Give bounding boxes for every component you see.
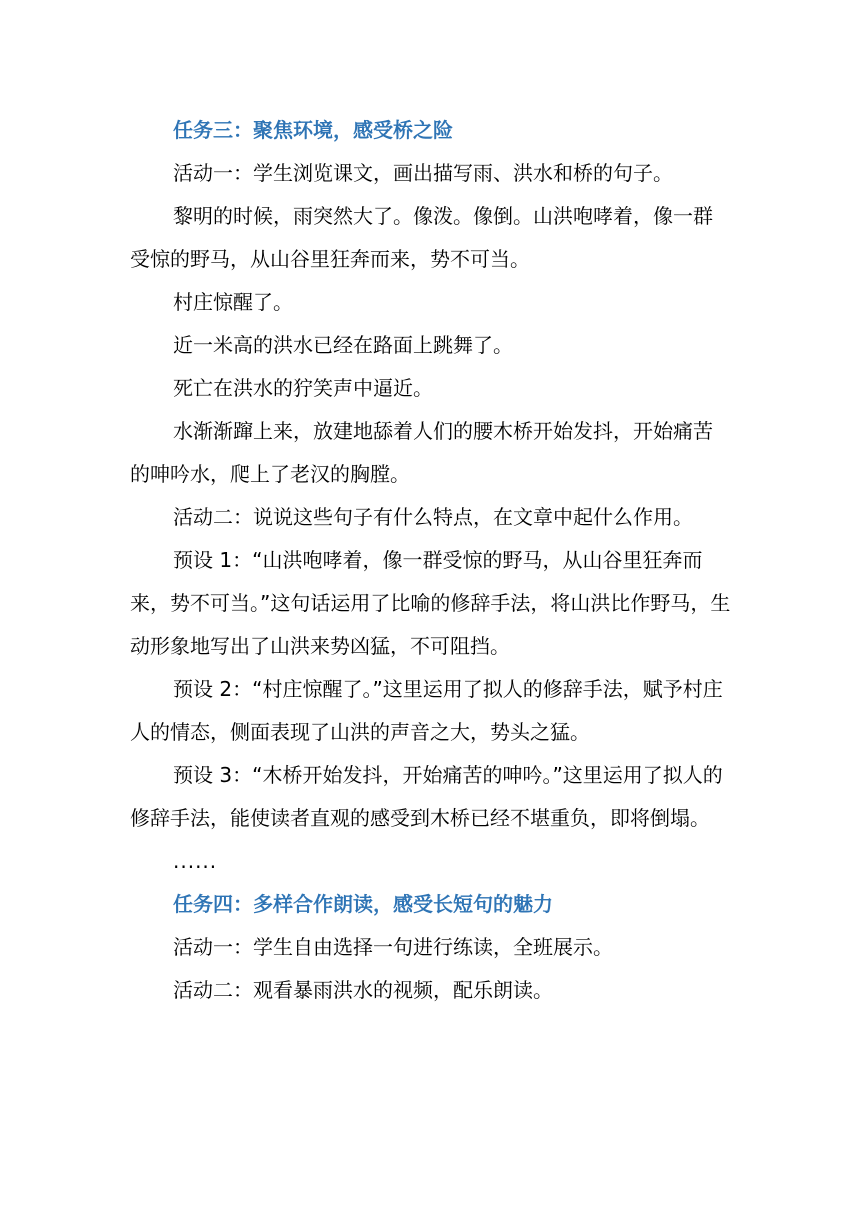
task3-activity2: 活动二：说说这些句子有什么特点，在文章中起什么作用。 — [173, 505, 693, 529]
task4-heading: 任务四：多样合作朗读，感受长短句的魅力 — [173, 892, 553, 916]
preset-paragraph: 预设 3：“木桥开始发抖，开始痛苦的呻吟。”这里运用了拟人的修辞手法，能使读者直观的感受到木桥已经不堪重负，即将倒塌。 — [130, 763, 723, 830]
preset-paragraph: 预设 1：“山洪咆哮着，像一群受惊的野马，从山谷里狂奔而来，势不可当。”这句话运用了比喻的修辞手法，将山洪比作野马，生动形象地写出了山洪来势凶猛，不可阻挡。 — [130, 548, 731, 658]
preset-paragraph: 预设 2：“村庄惊醒了。”这里运用了拟人的修辞手法，赋予村庄人的情态，侧面表现了山洪的声音之大，势头之猛。 — [130, 677, 723, 744]
quote-paragraph: 近一米高的洪水已经在路面上跳舞了。 — [173, 333, 513, 357]
task3-activity1: 活动一：学生浏览课文，画出描写雨、洪水和桥的句子。 — [173, 161, 673, 185]
quote-paragraph: 死亡在洪水的狞笑声中逼近。 — [173, 376, 433, 400]
task3-heading: 任务三：聚焦环境，感受桥之险 — [173, 118, 453, 142]
quote-paragraph: 黎明的时候，雨突然大了。像泼。像倒。山洪咆哮着，像一群受惊的野马，从山谷里狂奔而来，势不可当。 — [130, 204, 713, 271]
task4-activity1: 活动一：学生自由选择一句进行练读，全班展示。 — [173, 935, 613, 959]
quote-paragraph: 村庄惊醒了。 — [173, 290, 293, 314]
quote-paragraph: 水渐渐蹿上来，放建地舔着人们的腰木桥开始发抖，开始痛苦的呻吟水，爬上了老汉的胸膛。 — [130, 419, 713, 486]
ellipsis: ...... — [173, 849, 218, 873]
document-page — [130, 109, 732, 1012]
task4-activity2: 活动二：观看暴雨洪水的视频，配乐朗读。 — [173, 978, 553, 1002]
